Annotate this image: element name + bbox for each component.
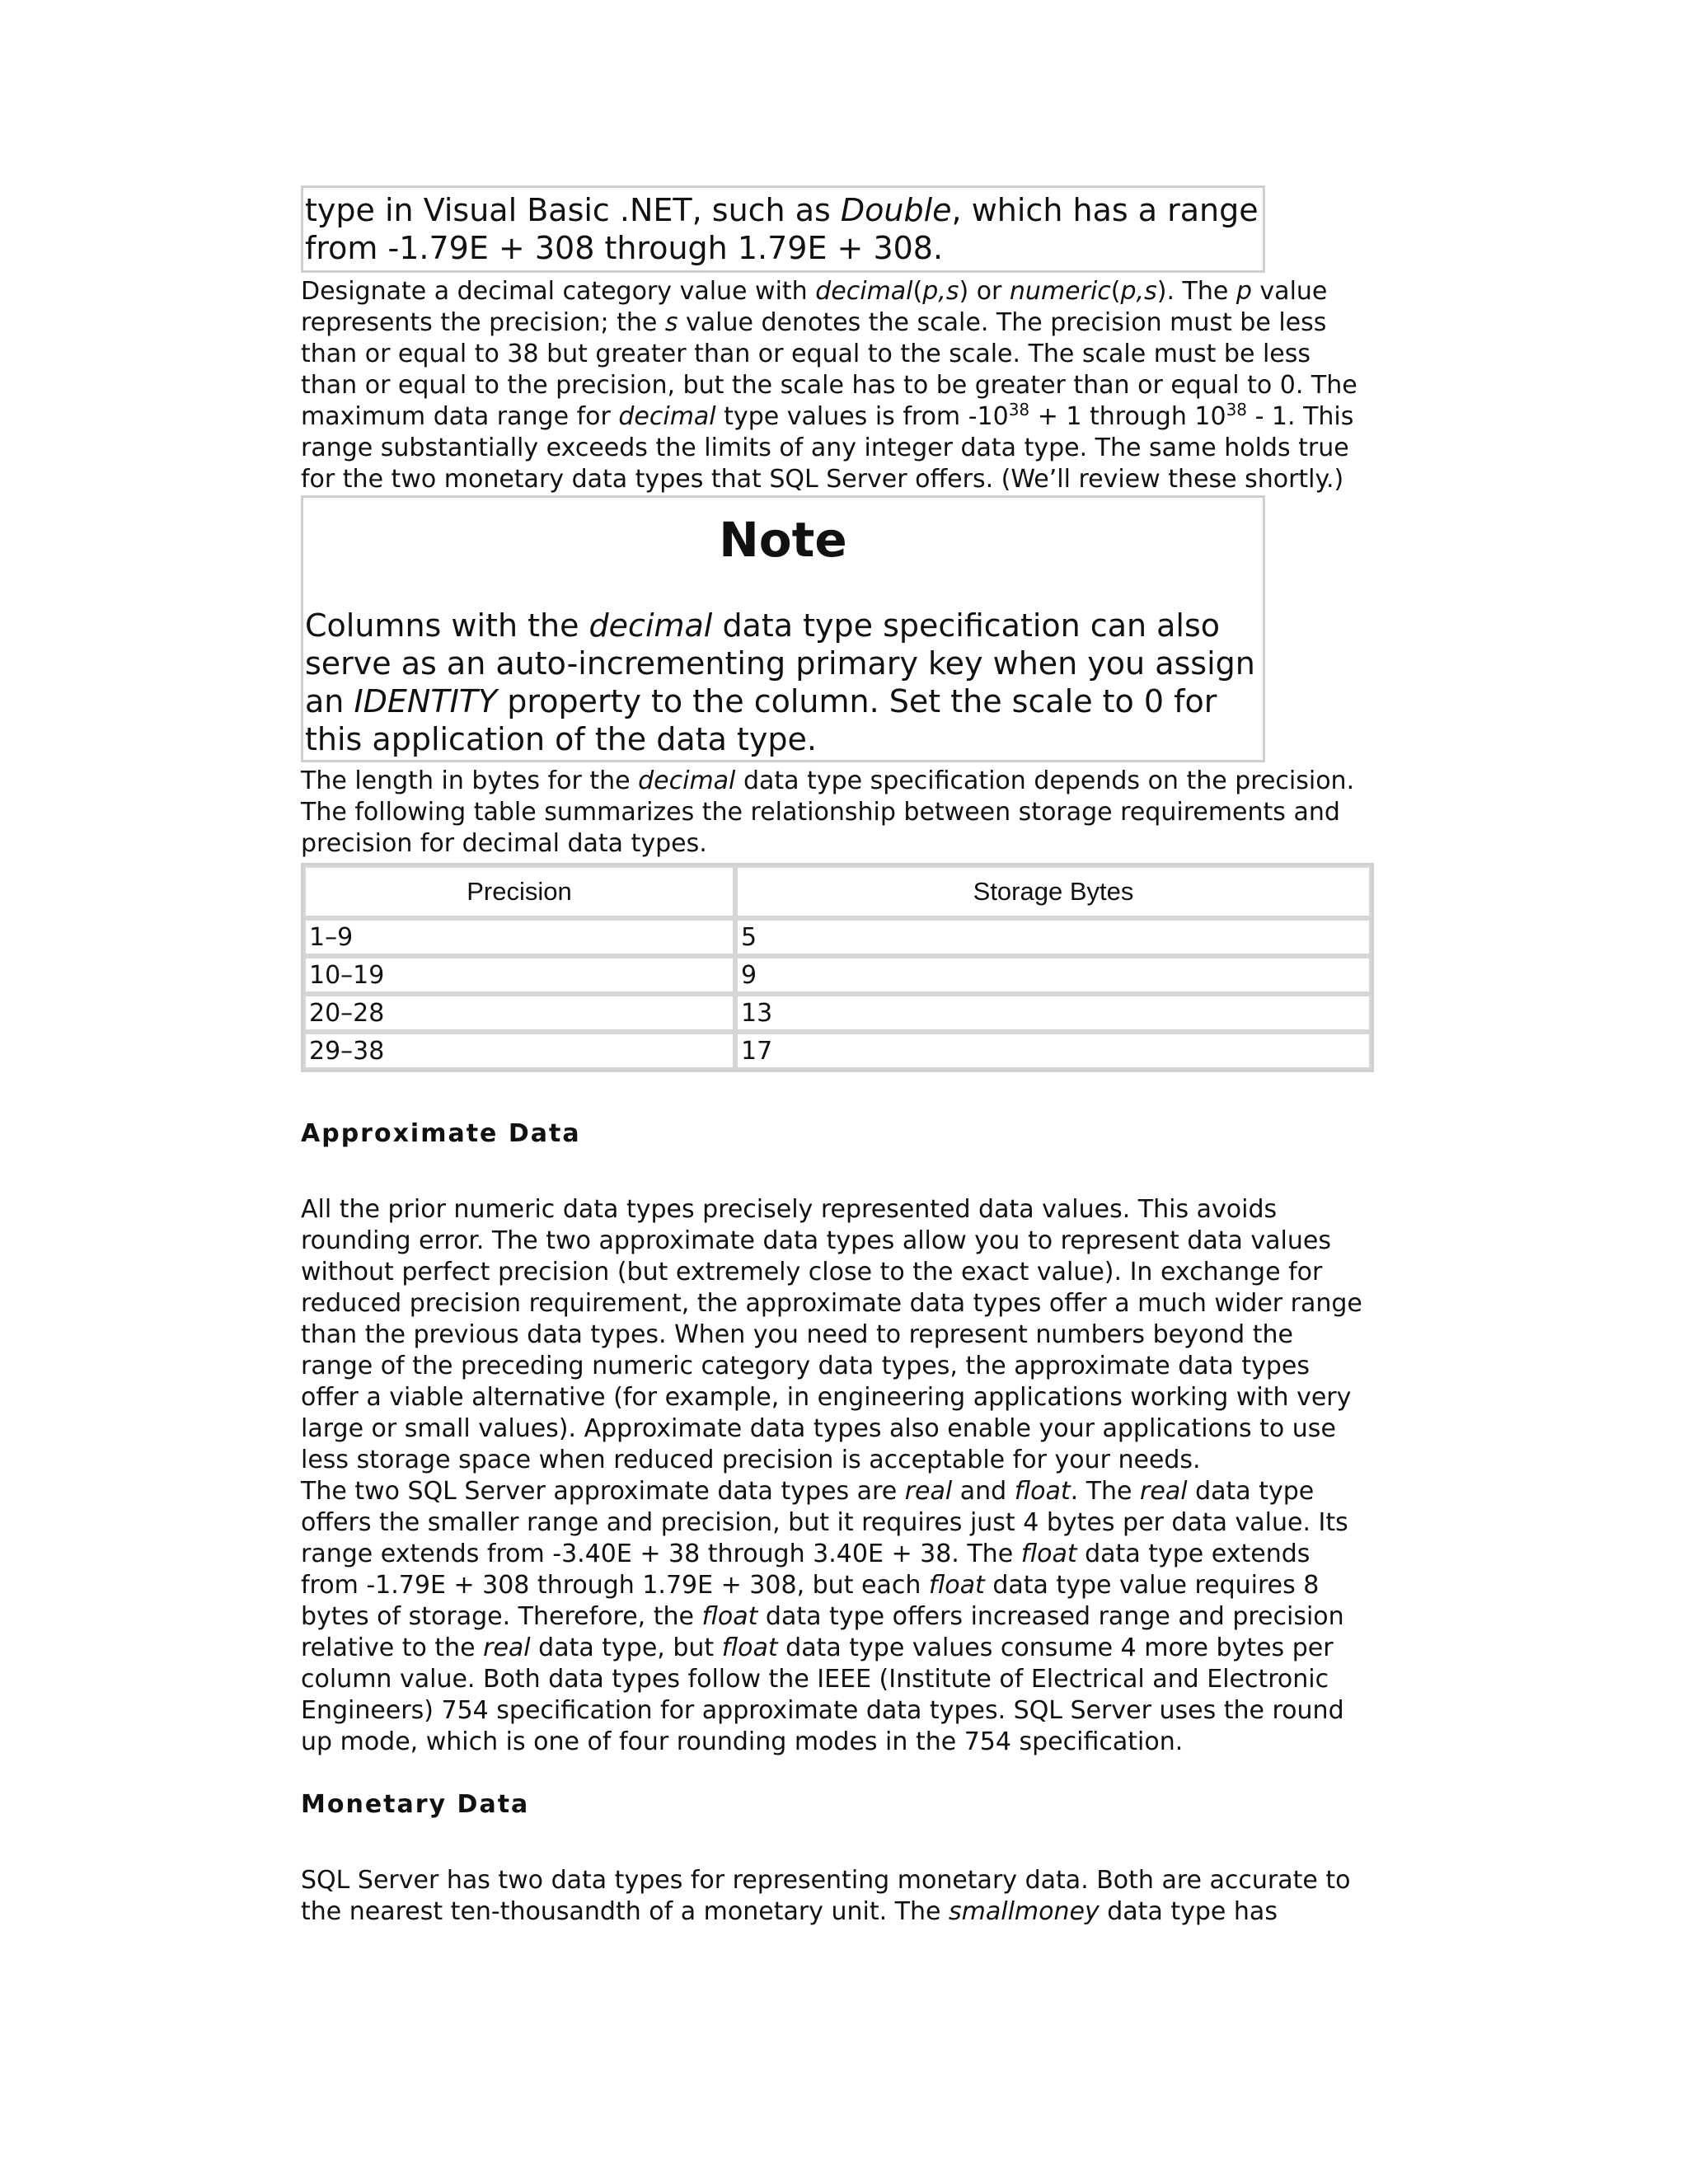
table-header-row: [303, 865, 1372, 918]
paragraph-monetary: SQL Server has two data types for representing monetary data. Both are accurate to the nearest ten-thousandth of a monetary unit. The smallmoney data type has: [301, 1866, 1351, 1926]
table-cell: 10–19: [303, 956, 735, 994]
table-cell: 17: [735, 1032, 1372, 1070]
note-box: [301, 495, 1265, 762]
table-row: [303, 918, 1372, 956]
continued-table-cell: [301, 185, 1265, 273]
table-row: [303, 956, 1372, 994]
paragraph-approximate-intro: All the prior numeric data types precisely represented data values. This avoids rounding error. The two approximate data types allow you to represent data values without perfect precision (but extremely close to the exact value). In exchange for reduced precision requirement, the approximate data types offer a much wider range than the previous data types. When you need to represent numbers beyond the range of the preceding numeric category data types, the approximate data types offer a viable alternative (for example, in engineering applications working with very large or small values). Approximate data types also enable your applications to use less storage space when reduced precision is acceptable for your needs.: [301, 1195, 1362, 1474]
storage-table: [301, 863, 1374, 1072]
table-cell: 1–9: [303, 918, 735, 956]
note-text: Columns with the decimal data type specification can also serve as an auto-incrementing primary key when you assign an IDENTITY property to the column. Set the scale to 0 for this application of the data type.: [305, 607, 1255, 757]
section-heading-monetary-data: Monetary Data: [301, 1790, 530, 1819]
section-heading-approximate-data: Approximate Data: [301, 1119, 581, 1148]
table-cell: 20–28: [303, 994, 735, 1032]
table-cell: 5: [735, 918, 1372, 956]
text-run: from -1.79E + 308 through 1.79E + 308.: [305, 230, 944, 266]
column-header-precision: Precision: [303, 865, 735, 918]
note-title: Note: [719, 512, 847, 568]
column-header-storage-bytes: Storage Bytes: [735, 865, 1372, 918]
italic-run: Double: [840, 192, 952, 228]
paragraph-decimal: Designate a decimal category value with decimal(p,s) or numeric(p,s). The p value represents the precision; the s value denotes the scale. The precision must be less than or equal to 38 but greater than or equal to the scale. The scale must be less than or equal to the precision, but the scale has to be greater than or equal to 0. The maximum data range for decimal type values is from $-10^{38} + 1$ through $10^{38} - 1$. This range substantially exceeds the limits of any integer data type. The same holds true for the two monetary data types that SQL Server offers. (We’ll review these shortly.): [301, 277, 1357, 494]
document-page: [301, 185, 1372, 1928]
table-row: [303, 1032, 1372, 1070]
paragraph-length: The length in bytes for the decimal data type specification depends on the precision. The following table summarizes the relationship between storage requirements and precision for decimal data types.: [301, 766, 1355, 858]
paragraph-real-float: The two SQL Server approximate data types are real and float. The real data type offers the smaller range and precision, but it requires just 4 bytes per data value. Its range extends from -3.40E + 38 through 3.40E + 38. The float data type extends from -1.79E + 308 through 1.79E + 308, but each float data type value requires 8 bytes of storage. Therefore, the float data type offers increased range and precision relative to the real data type, but float data type values consume 4 more bytes per column value. Both data types follow the IEEE (Institute of Electrical and Electronic Engineers) 754 specification for approximate data types. SQL Server uses the round up mode, which is one of four rounding modes in the 754 specification.: [301, 1477, 1348, 1756]
text-run: type in Visual Basic .NET, such as: [305, 192, 841, 228]
table-row: [303, 994, 1372, 1032]
text-run: , which has a range: [951, 192, 1259, 228]
table-cell: 13: [735, 994, 1372, 1032]
table-cell: 29–38: [303, 1032, 735, 1070]
table-cell: 9: [735, 956, 1372, 994]
